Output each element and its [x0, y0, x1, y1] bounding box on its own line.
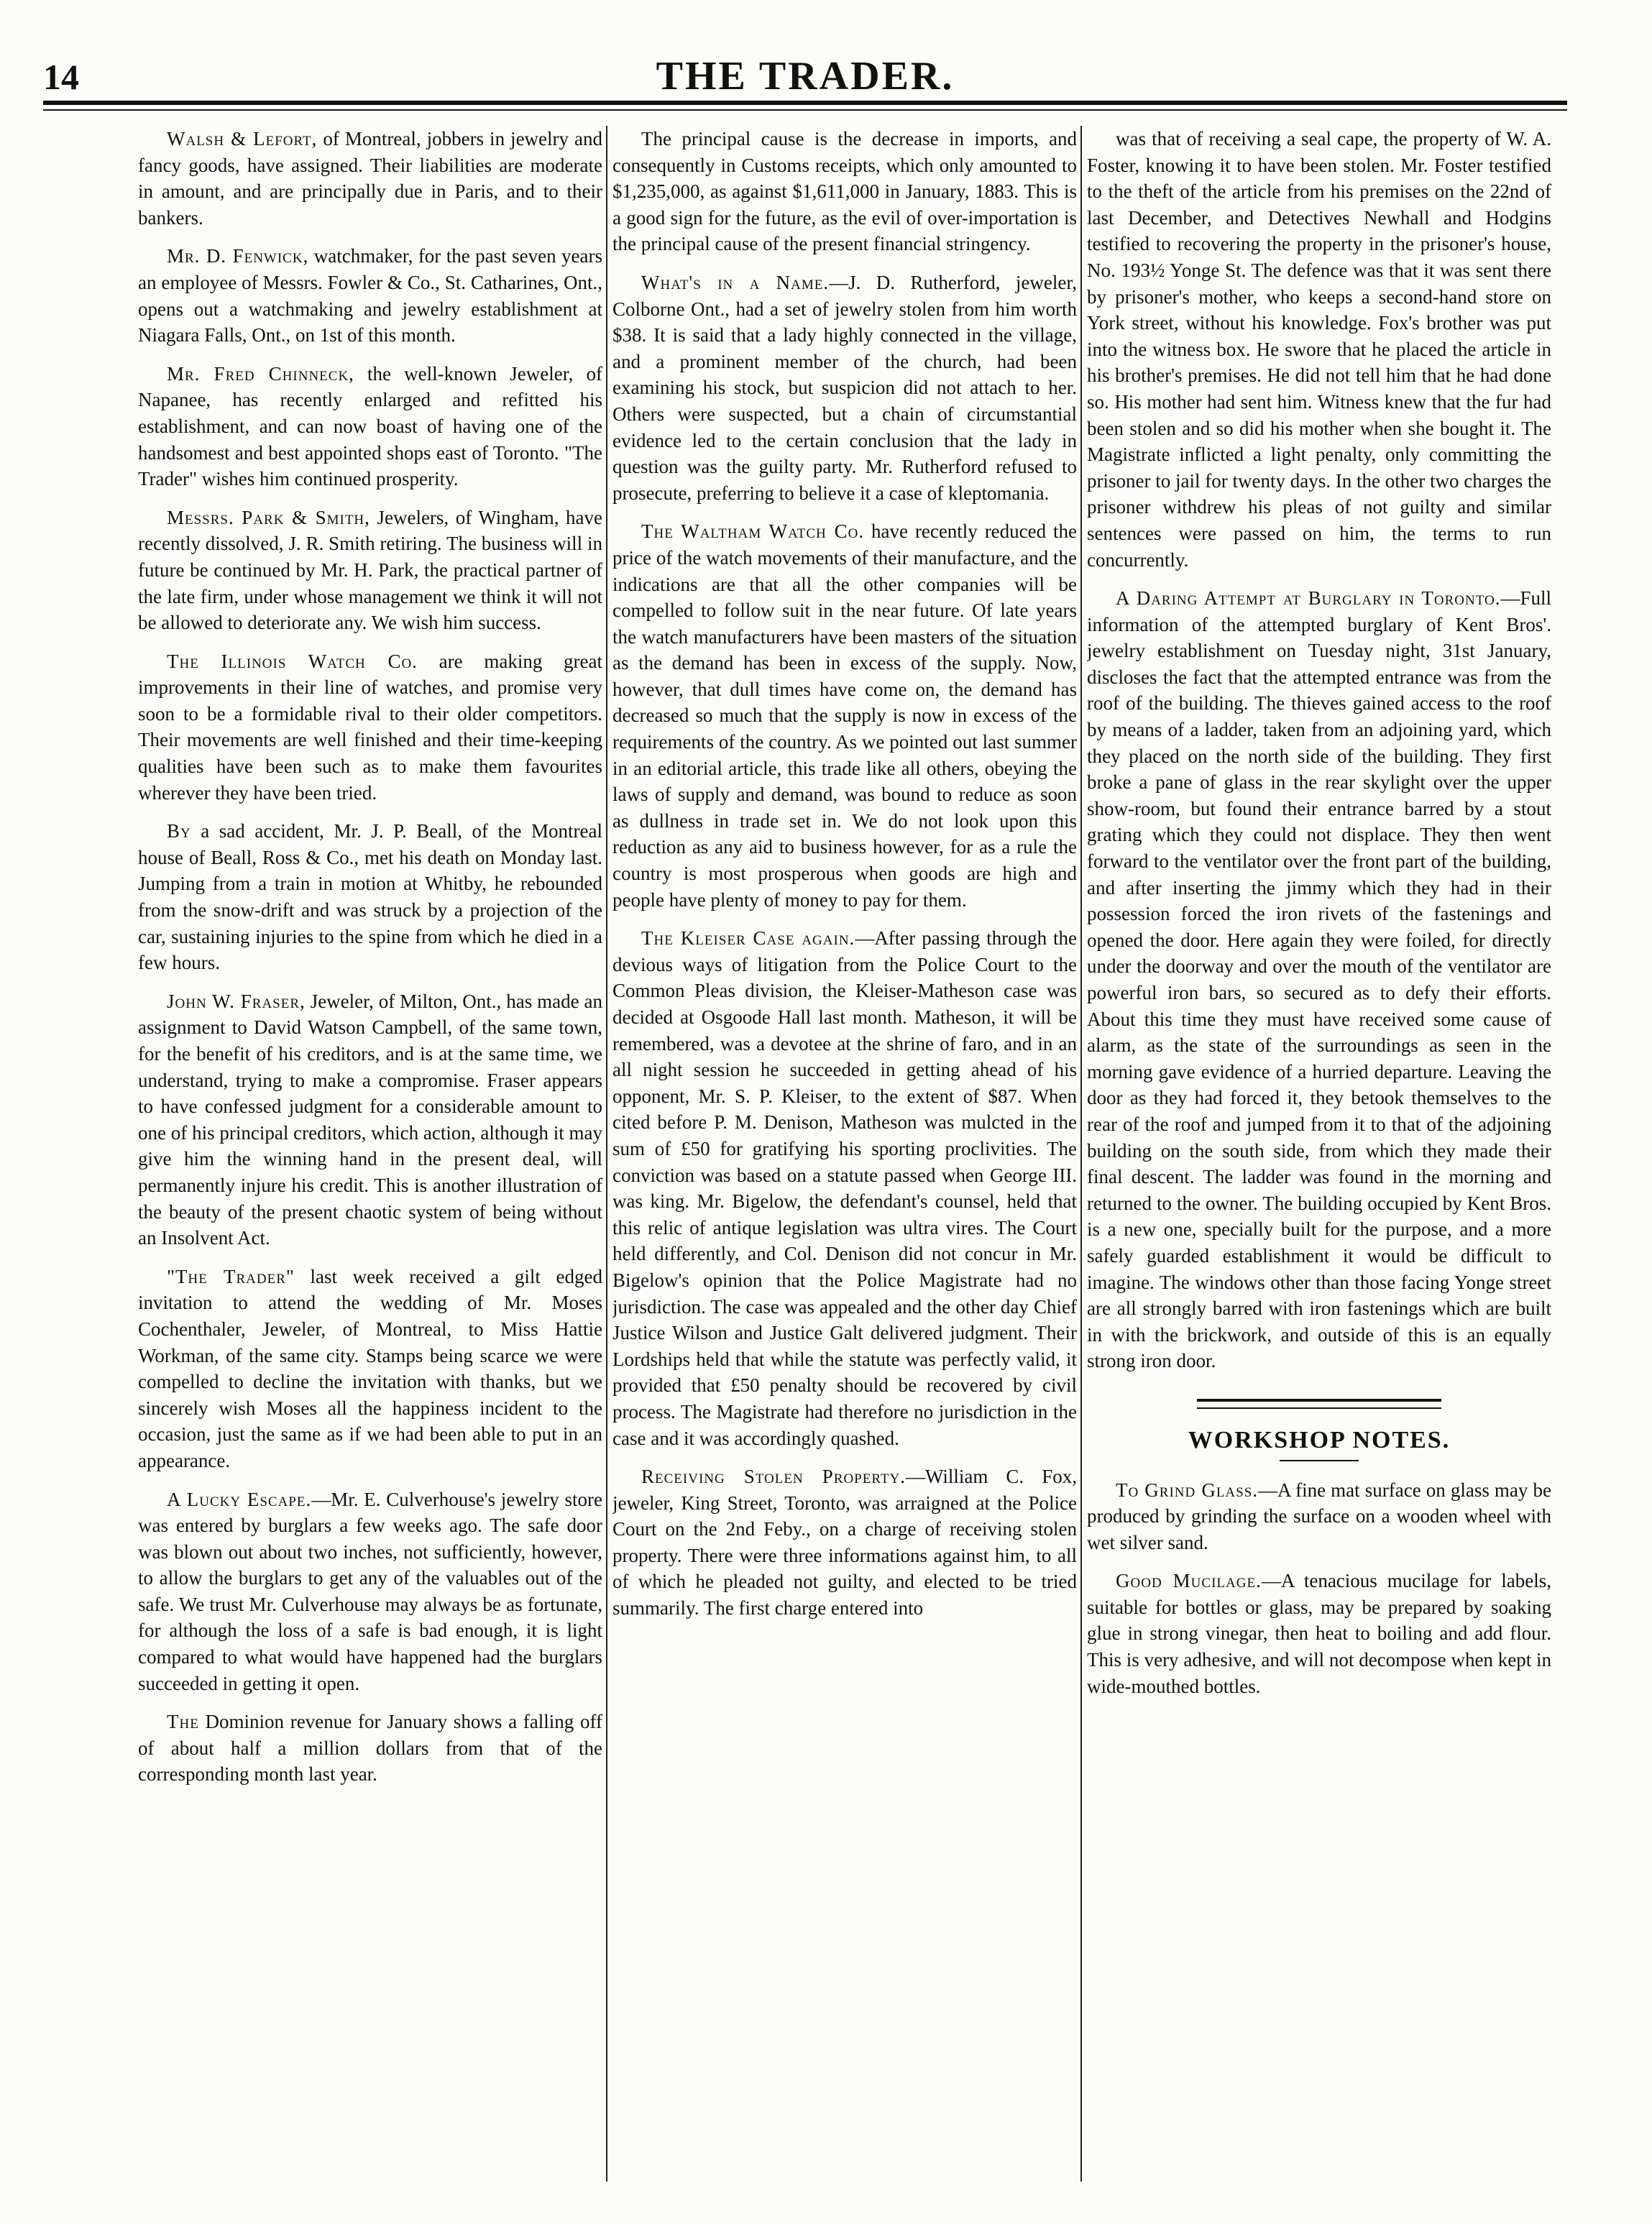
article-body-text: —Mr. E. Culverhouse's jewelry store was entered by burglars a few weeks ago. The safe door was blown out about two inches, not sufficiently, however, to allow the burglars to get any of the valuables out of the safe. We trust Mr. Culverhouse may always be as fortunate, for although the loss of a safe is bad enough, it is light compared to what would have happened had the burglars succeeded in getting it open.	[138, 1488, 602, 1694]
article-paragraph	[612, 1463, 1077, 1622]
article-lead-in: The Illinois Watch Co.	[167, 650, 418, 672]
article-paragraph	[138, 243, 602, 348]
section-rule-thick	[1197, 1399, 1441, 1402]
article-body-text: of Montreal, jobbers in jewelry and fancy goods, have assigned. Their liabilities are moderate in amount, and are principally due in Paris, and to their bankers.	[138, 128, 602, 229]
article-body-text: Jewelers, of Wingham, have recently dissolved, J. R. Smith retiring. The business will in future be continued by Mr. H. Park, the practical partner of the late firm, under whose management we think it will not be allowed to deteriorate any. We wish him success.	[138, 506, 602, 634]
header-rule-thick	[43, 101, 1567, 105]
article-body-text: —A tenacious mucilage for labels, suitable for bottles or glass, may be prepared by soaking glue in strong vinegar, then heat to boiling and add flour. This is very adhesive, and will not decompose when kept in wide-mouthed bottles.	[1087, 1570, 1551, 1697]
section-title-underline	[1280, 1460, 1359, 1461]
article-paragraph	[138, 361, 602, 492]
column-divider-2	[1080, 126, 1082, 2182]
article-body-text: —After passing through the devious ways of litigation from the Police Court to the Common Pleas division, the Kleiser-Matheson case was decided at Osgoode Hall last month. Matheson, it will be remembered, was a devotee at the shrine of faro, and in an all night session he succeeded in getting ahead of his opponent, Mr. S. P. Kleiser, to the extent of $87. When cited before P. M. Denison, Matheson was mulcted in the sum of £50 for gratifying his sporting proclivities. The conviction was based on a statute passed when George III. was king. Mr. Bigelow, the defendant's counsel, held that this relic of antique legislation was ultra vires. The Court held differently, and Col. Denison did not concur in Mr. Bigelow's opinion that the Police Magistrate had no jurisdiction. The case was appealed and the other day Chief Justice Wilson and Justice Galt delivered judgment. Their Lordships held that while the statute was perfectly valid, it provided that £50 penalty should be recovered by civil process. The Magistrate had therefore no jurisdiction in the case and it was accordingly quashed.	[612, 927, 1077, 1449]
article-paragraph	[612, 270, 1077, 506]
column-1	[138, 126, 602, 2182]
masthead-title: THE TRADER.	[656, 54, 955, 98]
article-body-text: Dominion revenue for January shows a falling off of about half a million dollars from that of the corresponding month last year.	[138, 1711, 602, 1786]
article-body-text: Jeweler, of Milton, Ont., has made an assignment to David Watson Campbell, of the same town, for the benefit of his creditors, and is at the same time, we understand, trying to make a compromise. Fraser appears to have confessed judgment for a considerable amount to one of his principal creditors, which action, although it may give him the winning hand in the present deal, will permanently injure his credit. This is another illustration of the beauty of the present chaotic system of being without an Insolvent Act.	[138, 990, 602, 1249]
article-paragraph	[1087, 585, 1551, 1374]
article-paragraph	[138, 818, 602, 976]
header-rule-thin	[43, 109, 1567, 111]
article-body-text: —William C. Fox, jeweler, King Street, Toronto, was arraigned at the Police Court on the 2nd Feby., on a charge of receiving stolen property. There were three informations against him, to all of which he pleaded not guilty, and elected to be tried summarily. The first charge entered into	[612, 1466, 1077, 1619]
article-lead-in: Messrs. Park & Smith,	[167, 506, 370, 528]
article-body-text: The principal cause is the decrease in imports, and consequently in Customs receipts, which only amounted to $1,235,000, as against $1,611,000 in January, 1883. This is a good sign for the future, as the evil of over-importation is the principal cause of the present financial stringency.	[612, 128, 1077, 255]
article-body-text: last week received a gilt edged invitation to attend the wedding of Mr. Moses Cochenthaler, Jeweler, of Montreal, to Miss Hattie Workman, of the same city. Stamps being scarce we were compelled to decline the invitation with thanks, but we sincerely wish Moses all the happiness incident to the occasion, just the same as if we had been able to put in an appearance.	[138, 1265, 602, 1471]
article-paragraph	[138, 1264, 602, 1474]
page-header	[43, 43, 1567, 101]
article-paragraph	[612, 518, 1077, 913]
article-paragraph	[612, 126, 1077, 257]
article-paragraph	[138, 505, 602, 636]
article-lead-in: What's in a Name.	[641, 271, 830, 293]
page-number: 14	[43, 57, 79, 97]
article-lead-in: Good Mucilage.	[1116, 1570, 1262, 1592]
article-body-text: was that of receiving a seal cape, the property of W. A. Foster, knowing it to have been stolen. Mr. Foster testified to the theft of the article from his premises on the 22nd of last December, and Detectives Newhall and Hodgins testified to recovering the property in the prisoner's house, No. 193½ Yonge St. The defence was that it was sent there by prisoner's mother, who keeps a second-hand store on York street, without his knowledge. Fox's brother was put into the witness box. He swore that he placed the article in his brother's premises. He did not tell him that he had done so. His mother had sent him. Witness knew that the fur had been stolen and so did his mother when she bought it. The Magistrate inflicted a light penalty, only committing the prisoner to jail for twenty days. In the other two charges the prisoner withdrew his pleas of not guilty and similar sentences were passed on him, the terms to run concurrently.	[1087, 128, 1551, 571]
article-body-text: —A fine mat surface on glass may be produced by grinding the surface on a wooden wheel with wet silver sand.	[1087, 1479, 1551, 1553]
article-lead-in: The Waltham Watch Co.	[641, 520, 865, 543]
column-divider-1	[606, 126, 607, 2182]
article-body-text: watchmaker, for the past seven years an employee of Messrs. Fowler & Co., St. Catharines, Ont., opens out a watchmaking and jewelry establishment at Niagara Falls, Ont., on 1st of this month.	[138, 245, 602, 346]
article-paragraph	[1087, 1477, 1551, 1556]
article-lead-in: The Kleiser Case again.	[641, 927, 855, 950]
article-body-text: —J. D. Rutherford, jeweler, Colborne Ont., had a set of jewelry stolen from him worth $38. It is said that a lady highly connected in the village, and a prominent member of the church, had been examining his stock, but suspicion did not attach to her. Others were suspected, but a chain of circumstantial evidence led to the certain conclusion that the lady in question was the guilty party. Mr. Rutherford refused to prosecute, preferring to believe it a case of kleptomania.	[612, 271, 1077, 504]
article-lead-in: To Grind Glass.	[1116, 1479, 1259, 1501]
article-body-text: are making great improvements in their line of watches, and promise very soon to be a formidable rival to their older competitors. Their movements are well finished and their time-keeping qualities have been such as to make them favourites wherever they have been tried.	[138, 650, 602, 804]
article-paragraph	[138, 1709, 602, 1788]
article-paragraph	[612, 925, 1077, 1451]
article-lead-in: Mr. D. Fenwick,	[167, 245, 309, 267]
article-paragraph	[138, 126, 602, 231]
article-body-text: a sad accident, Mr. J. P. Beall, of the Montreal house of Beall, Ross & Co., met his death on Monday last. Jumping from a train in motion at Whitby, he rebounded from the snow-drift and was struck by a projection of the car, sustaining injuries to the spine from which he died in a few hours.	[138, 820, 602, 974]
article-body-text: have recently reduced the price of the watch movements of their manufacture, and the indications are that all the other companies will be compelled to follow suit in the near future. Of late years the watch manufacturers have been masters of the situation as the demand has been in excess of the supply. Now, however, that dull times have come on, the demand has decreased so much that the supply is now in excess of the requirements of the country. As we pointed out last summer in an editorial article, this trade like all others, obeying the laws of supply and demand, was bound to reduce as soon as dullness in trade set in. We do not look upon this reduction as any aid to business however, for as a rule the country is most prosperous when goods are high and people have plenty of money to pay for them.	[612, 520, 1077, 911]
article-paragraph	[138, 988, 602, 1251]
article-lead-in: John W. Fraser,	[167, 990, 306, 1012]
article-lead-in: Mr. Fred Chinneck,	[167, 362, 354, 385]
article-lead-in: A Lucky Escape.	[167, 1488, 312, 1510]
article-paragraph	[1087, 1568, 1551, 1699]
article-lead-in: A Daring Attempt at Burglary in Toronto.	[1116, 587, 1501, 610]
article-lead-in: By	[167, 820, 191, 842]
article-lead-in: Walsh & Lefort,	[167, 128, 318, 150]
article-body-text: the well-known Jeweler, of Napanee, has recently enlarged and refitted his establishment, and can now boast of having one of the handsomest and best appointed shops east of Toronto. "The Trader" wishes him continued prosperity.	[138, 362, 602, 490]
article-lead-in: Receiving Stolen Property.	[641, 1466, 906, 1488]
section-rule-thin	[1197, 1407, 1441, 1409]
article-paragraph	[1087, 126, 1551, 573]
article-lead-in: The	[167, 1711, 199, 1733]
article-lead-in: "The Trader"	[167, 1265, 295, 1287]
column-3	[1087, 126, 1551, 2182]
section-title: WORKSHOP NOTES.	[1188, 1426, 1451, 1453]
article-paragraph	[138, 648, 602, 807]
article-paragraph	[138, 1487, 602, 1697]
column-2	[612, 126, 1077, 2182]
article-body-text: —Full information of the attempted burglary of Kent Bros'. jewelry establishment on Tuesday night, 31st January, discloses the fact that the attempted entrance was from the roof of the building. The thieves gained access to the roof by means of a ladder, taken from an adjoining yard, which they placed on the north side of the building. They first broke a pane of glass in the rear skylight over the upper show-room, but found their entrance barred by a stout grating which they could not displace. They then went forward to the ventilator over the front part of the building, and after inserting the jimmy which they had in their possession forced the iron rivets of the fastenings and opened the door. Here again they were foiled, for directly under the doorway and over the mouth of the ventilator are powerful iron bars, so secured as to defy their efforts. About this time they must have received some cause of alarm, as the state of the surroundings as seen in the morning gave evidence of a hurried departure. Leaving the door as they had forced it, they betook themselves to the rear of the roof and jumped from it to that of the adjoining building on the south side, from which they made their final descent. The ladder was found in the morning and returned to the owner. The building occupied by Kent Bros. is a new one, specially built for the purpose, and a more safely guarded establishment it would be difficult to imagine. The windows other than those facing Yonge street are all strongly barred with iron fastenings which are built in with the brickwork, and outside of this is an equally strong iron door.	[1087, 587, 1551, 1372]
